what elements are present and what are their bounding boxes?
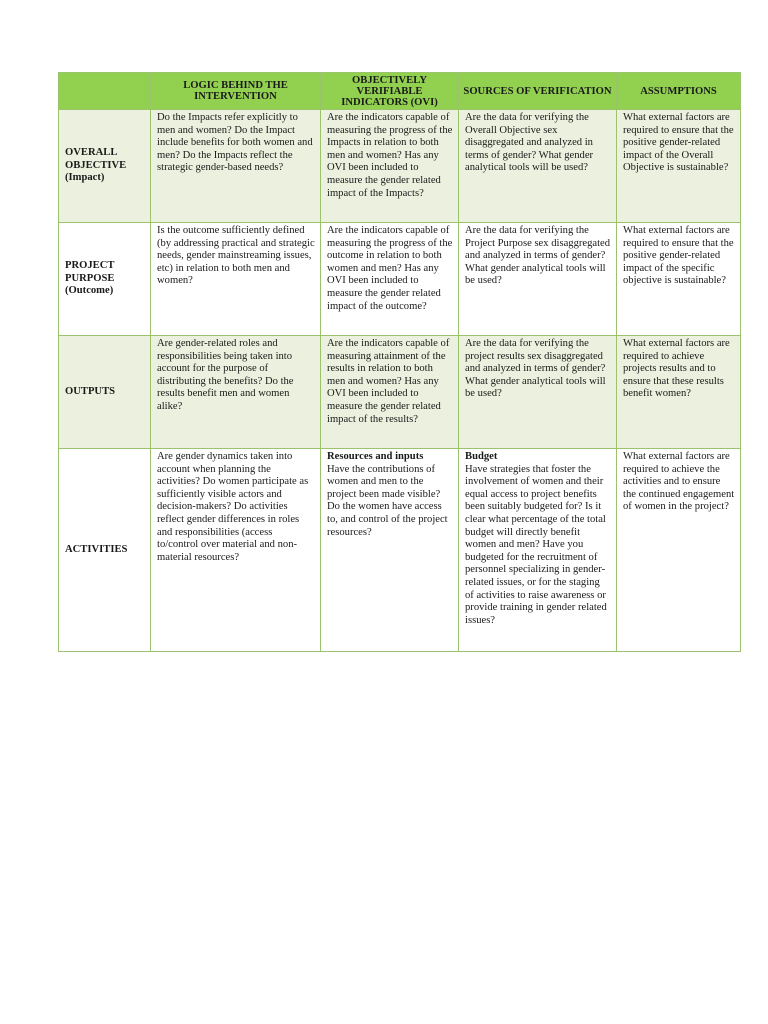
header-ovi: OBJECTIVELY VERIFIABLE INDICATORS (OVI): [321, 73, 459, 110]
row-label: [59, 110, 151, 223]
cell-sources: [459, 449, 617, 652]
cell-ovi-text: Are the indicators capable of measuring the progress of the Impacts in relation to both men and women? Has any OVI been included to measure the gender related impact of the Impacts?: [327, 112, 453, 199]
cell-ovi: [321, 449, 459, 652]
header-cell-blank: [59, 73, 151, 110]
row-label-main: PROJECT PURPOSE: [65, 260, 115, 284]
cell-sources: [459, 336, 617, 449]
cell-ovi-text: Are the indicators capable of measuring the progress of the outcome in relation to both women and men? Has any OVI been included to measure the gender related impact of the outcome?: [327, 225, 453, 312]
cell-ovi-text: Have the contributions of women and men to the project been made visible? Do the women have access to, and control of the project resources?: [327, 463, 448, 538]
cell-assumptions: What external factors are required to achieve projects results and to ensure that these results benefit women?: [617, 336, 741, 449]
row-label: [59, 336, 151, 449]
cell-sources-title: Budget: [465, 451, 498, 462]
row-label-main: OVERALL OBJECTIVE: [65, 147, 127, 171]
header-logic: LOGIC BEHIND THE INTERVENTION: [151, 73, 321, 110]
cell-logic: Is the outcome sufficiently defined (by addressing practical and strategic needs, gender mainstreaming issues, etc) in relation to both men and women?: [151, 223, 321, 336]
cell-assumptions: What external factors are required to ensure that the positive gender-related impact of the specific objective is sustainable?: [617, 223, 741, 336]
cell-logic: Do the Impacts refer explicitly to men and women? Do the Impact include benefits for both women and men? Do the Impacts reflect the strategic gender-based needs?: [151, 110, 321, 223]
row-label-sub: (Outcome): [65, 285, 114, 297]
cell-ovi-text: Are the indicators capable of measuring attainment of the results in relation to both men and women? Has any OVI been included to measure the gender related impact of the results?: [327, 338, 450, 425]
cell-ovi: [321, 110, 459, 223]
table-row: [59, 336, 741, 449]
cell-ovi: [321, 223, 459, 336]
header-assumptions: ASSUMPTIONS: [617, 73, 741, 110]
row-label-main: ACTIVITIES: [65, 543, 128, 555]
cell-sources: [459, 223, 617, 336]
table-row: [59, 223, 741, 336]
document-page: [58, 72, 740, 652]
cell-logic: Are gender dynamics taken into account when planning the activities? Do women participate as sufficiently visible actors and decision-makers? Do activities reflect gender differences in roles and responsibilities (access to/control over material and non-material resources?: [151, 449, 321, 652]
cell-sources-text: Are the data for verifying the Project Purpose sex disaggregated and analyzed in terms of gender? What gender analytical tools will be used?: [465, 225, 611, 287]
header-row: [59, 73, 741, 110]
cell-assumptions: What external factors are required to achieve the activities and to ensure the continued engagement of women in the project?: [617, 449, 741, 652]
cell-assumptions: What external factors are required to ensure that the positive gender-related impact of the Overall Objective is sustainable?: [617, 110, 741, 223]
cell-logic: Are gender-related roles and responsibilities being taken into account for the purpose of distributing the benefits? Do the results benefit men and women alike?: [151, 336, 321, 449]
row-label: [59, 223, 151, 336]
cell-sources: [459, 110, 617, 223]
header-sources: SOURCES OF VERIFICATION: [459, 73, 617, 110]
cell-ovi-title: Resources and inputs: [327, 451, 424, 462]
cell-sources-text: Are the data for verifying the Overall Objective sex disaggregated and analyzed in terms of gender? What gender analytical tools will be used?: [465, 112, 594, 174]
logframe-table: [58, 72, 741, 652]
cell-sources-text: Have strategies that foster the involvement of women and their equal access to project benefits been suitably budgeted for? Is it clear what percentage of the total budget will directly benefit women and men? Have you budgeted for the recruitment of personnel specializing in gender-related issues, or for the staging of activities to raise awareness or provide training in gender related issues?: [465, 463, 607, 626]
cell-ovi: [321, 336, 459, 449]
table-row: [59, 449, 741, 652]
row-label: [59, 449, 151, 652]
cell-sources-text: Are the data for verifying the project results sex disaggregated and analyzed in terms of gender? What gender analytical tools will be used?: [465, 338, 606, 400]
row-label-main: OUTPUTS: [65, 385, 116, 397]
table-row: [59, 110, 741, 223]
row-label-sub: (Impact): [65, 172, 105, 184]
